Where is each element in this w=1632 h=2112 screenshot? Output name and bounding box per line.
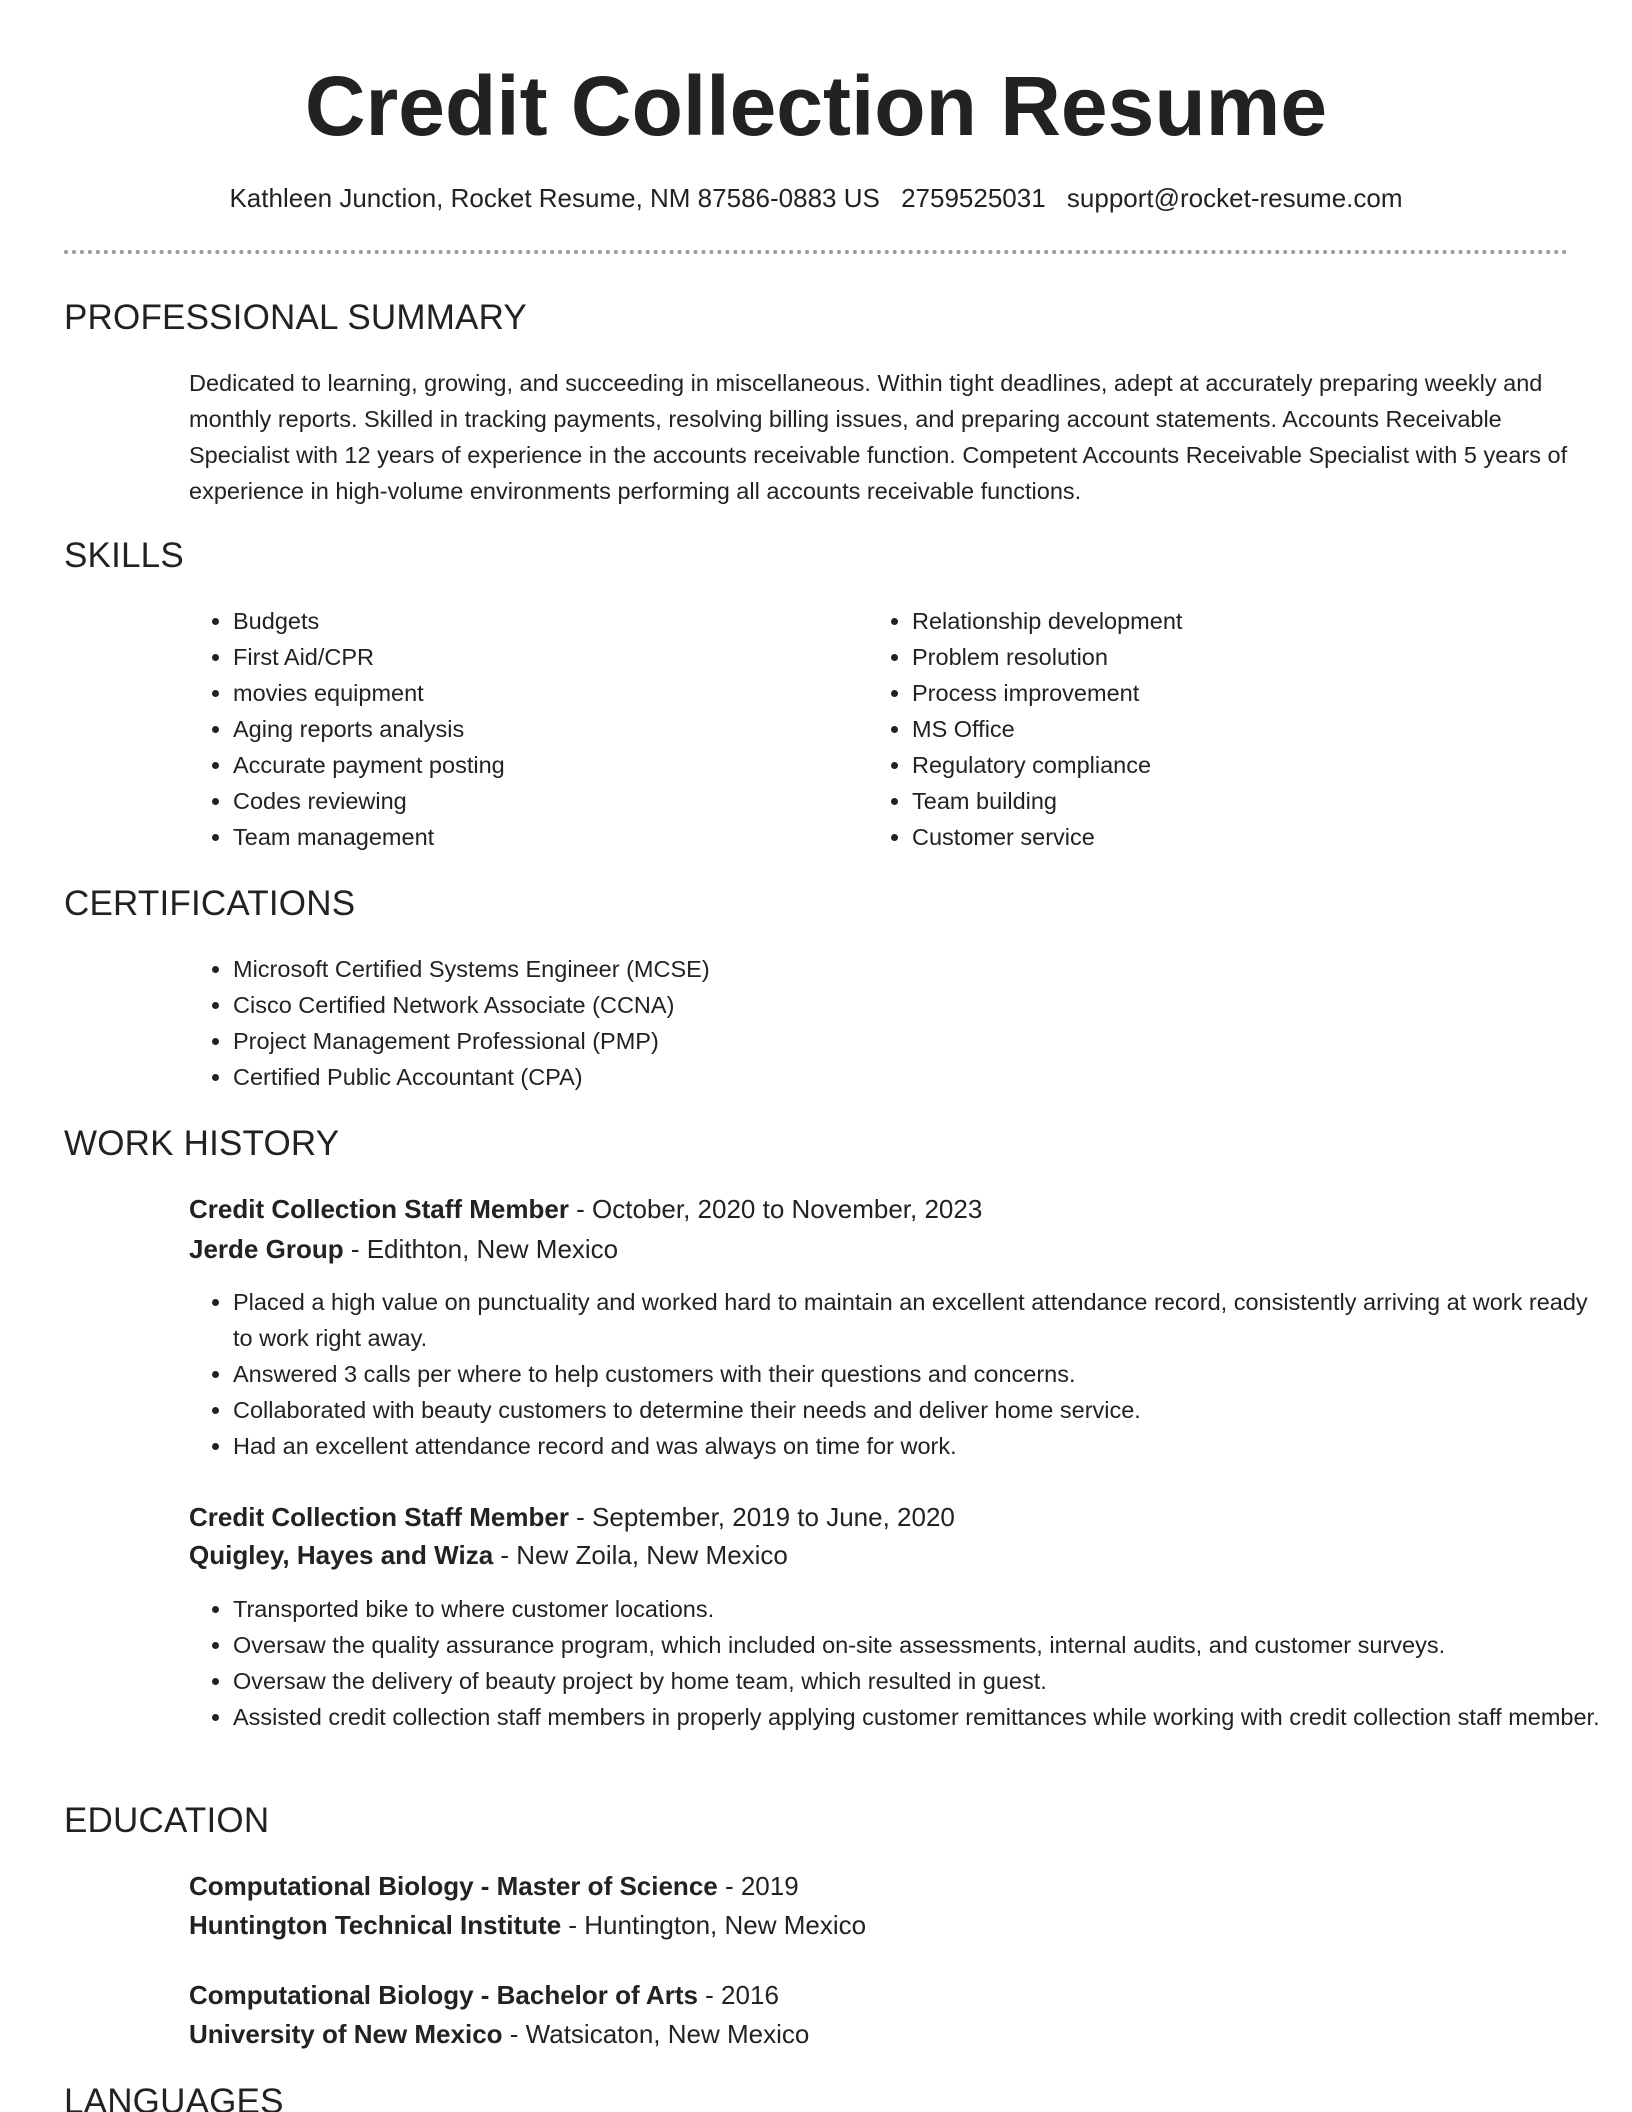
list-item: • Placed a high value on punctuality and worked hard to maintain an excellent attendance record, consistently arriving at work ready to work right away. xyxy=(233,1284,1603,1356)
education-degree-line xyxy=(189,1868,799,1904)
section-title-languages: LANGUAGES xyxy=(64,2082,284,2112)
list-item: • Aging reports analysis xyxy=(233,711,833,747)
list-item: • Accurate payment posting xyxy=(233,747,833,783)
list-item: • Regulatory compliance xyxy=(912,747,1572,783)
list-item: • Oversaw the delivery of beauty project by home team, which resulted in guest. xyxy=(233,1663,1603,1699)
list-item: • Relationship development xyxy=(912,603,1572,639)
section-title-summary: PROFESSIONAL SUMMARY xyxy=(64,298,527,337)
education-year: - 2016 xyxy=(697,1980,779,2010)
contact-line xyxy=(0,180,1632,216)
section-title-work-history: WORK HISTORY xyxy=(64,1124,340,1163)
education-location: - Huntington, New Mexico xyxy=(561,1910,867,1940)
section-title-certifications: CERTIFICATIONS xyxy=(64,884,356,923)
list-item: • Oversaw the quality assurance program, which included on-site assessments, internal audits, and customer surveys. xyxy=(233,1627,1603,1663)
job-title-line xyxy=(189,1499,955,1535)
job-company: Quigley, Hayes and Wiza xyxy=(189,1540,494,1570)
education-school: University of New Mexico xyxy=(189,2019,503,2049)
job-bullets xyxy=(189,1284,1603,1464)
contact-email: support@rocket-resume.com xyxy=(1066,183,1403,213)
job-company-line xyxy=(189,1231,618,1267)
job-title: Credit Collection Staff Member xyxy=(189,1502,569,1532)
list-item: • Cisco Certified Network Associate (CCNA) xyxy=(233,987,1533,1023)
education-school-line xyxy=(189,1907,866,1943)
section-title-education: EDUCATION xyxy=(64,1801,270,1840)
job-title-line xyxy=(189,1191,982,1227)
education-school: Huntington Technical Institute xyxy=(189,1910,562,1940)
education-degree: Computational Biology - Master of Science xyxy=(189,1871,718,1901)
resume-title: Credit Collection Resume xyxy=(304,59,1328,153)
list-item: • MS Office xyxy=(912,711,1572,747)
skills-list-right xyxy=(868,603,1572,855)
contact-phone: 2759525031 xyxy=(901,183,1046,213)
education-location: - Watsicaton, New Mexico xyxy=(502,2019,810,2049)
list-item: • Microsoft Certified Systems Engineer (MCSE) xyxy=(233,951,1533,987)
list-item: • Answered 3 calls per where to help customers with their questions and concerns. xyxy=(233,1356,1603,1392)
job-title: Credit Collection Staff Member xyxy=(189,1194,569,1224)
list-item: • Had an excellent attendance record and was always on time for work. xyxy=(233,1428,1603,1464)
job-company-line xyxy=(189,1537,788,1573)
list-item: • Project Management Professional (PMP) xyxy=(233,1023,1533,1059)
job-dates: - September, 2019 to June, 2020 xyxy=(568,1502,955,1532)
certifications-list xyxy=(189,951,1533,1095)
skills-list-left xyxy=(189,603,833,855)
list-item: • Assisted credit collection staff members in properly applying customer remittances while working with credit collection staff member. xyxy=(233,1699,1603,1735)
list-item: • Transported bike to where customer locations. xyxy=(233,1591,1603,1627)
education-year: - 2019 xyxy=(717,1871,799,1901)
list-item: • Team management xyxy=(233,819,833,855)
education-school-line xyxy=(189,2016,809,2052)
header-divider xyxy=(64,250,1568,254)
job-location: - New Zoila, New Mexico xyxy=(493,1540,788,1570)
list-item: • Problem resolution xyxy=(912,639,1572,675)
list-item: • Customer service xyxy=(912,819,1572,855)
section-title-skills: SKILLS xyxy=(64,536,184,575)
summary-text: Dedicated to learning, growing, and succeeding in miscellaneous. Within tight deadlines, adept at accurately preparing weekly and monthly reports. Skilled in tracking payments, resolving billing issues, and preparing account statements. Accounts Receivable Specialist with 12 years of experience in the accounts receivable function. Competent Accounts Receivable Specialist with 5 years of experience in high-volume environments performing all accounts receivable functions. xyxy=(189,370,1568,504)
job-location: - Edithton, New Mexico xyxy=(343,1234,619,1264)
education-degree-line xyxy=(189,1977,779,2013)
job-bullets xyxy=(189,1591,1603,1735)
list-item: • Process improvement xyxy=(912,675,1572,711)
education-degree: Computational Biology - Bachelor of Arts xyxy=(189,1980,698,2010)
job-dates: - October, 2020 to November, 2023 xyxy=(568,1194,983,1224)
list-item: • movies equipment xyxy=(233,675,833,711)
list-item: • Certified Public Accountant (CPA) xyxy=(233,1059,1533,1095)
list-item: • Budgets xyxy=(233,603,833,639)
contact-address: Kathleen Junction, Rocket Resume, NM 87586-0883 US xyxy=(229,183,880,213)
list-item: • Collaborated with beauty customers to determine their needs and deliver home service. xyxy=(233,1392,1603,1428)
list-item: • Codes reviewing xyxy=(233,783,833,819)
list-item: • Team building xyxy=(912,783,1572,819)
job-company: Jerde Group xyxy=(189,1234,344,1264)
list-item: • First Aid/CPR xyxy=(233,639,833,675)
